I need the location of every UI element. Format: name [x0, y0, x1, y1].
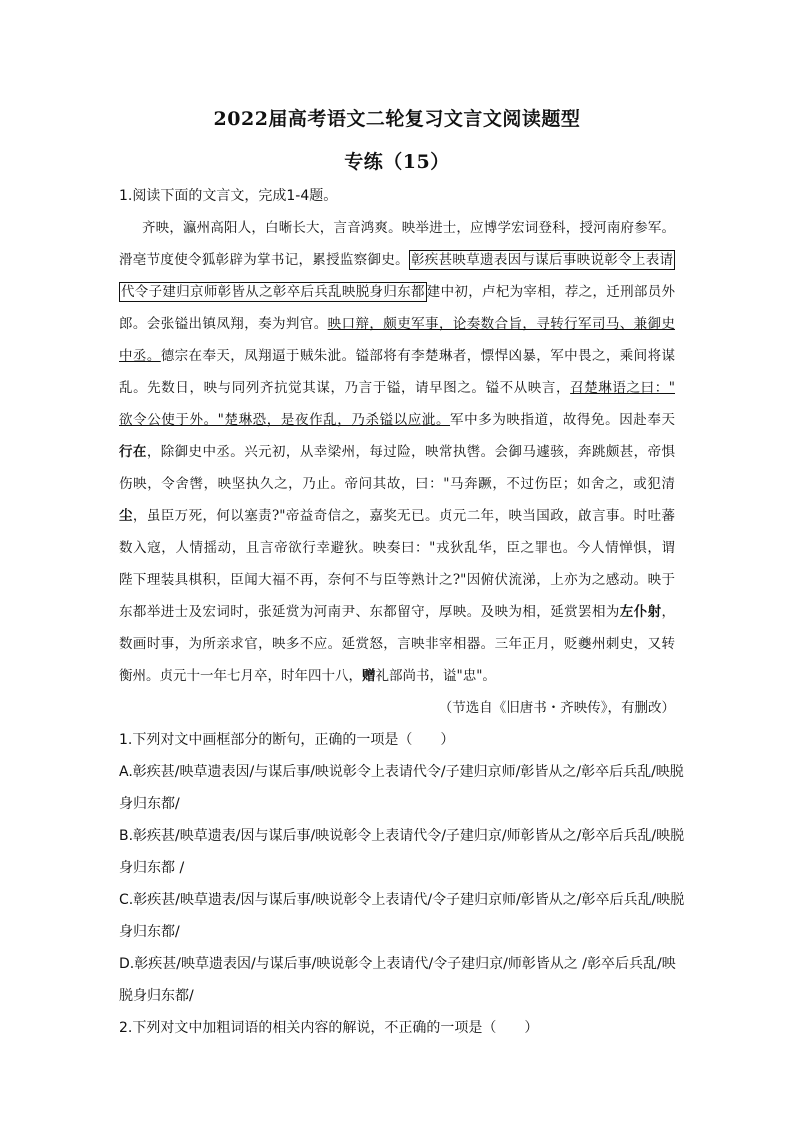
- passage-line: [119, 346, 675, 366]
- passage-text: ，除御史中丞。兴元初，从幸梁州，每过险，映常执辔。会御马遽骇，奔跳颇甚，帝惧: [146, 444, 676, 460]
- option-c: C.彰疾甚/映草遗表/因与谋后事/映说彰令上表请代/令子建归京师/彰皆从之/彰卒后兵乱/映脱: [119, 892, 685, 908]
- passage-text: 军中多为映指道，故得免。因赴奉天: [450, 412, 676, 428]
- passage-line: [119, 282, 675, 302]
- passage-text: 滑亳节度使令狐彰辟为掌书记，累授监察御史。: [119, 252, 409, 268]
- boxed-text: 代令子建归京师彰皆从之彰卒后兵乱映脱身归东都: [121, 284, 425, 300]
- passage-line: [119, 314, 675, 334]
- passage-line: [119, 506, 675, 526]
- passage-text: 礼部尚书，谥"忠"。: [375, 668, 496, 684]
- passage-text: 德宗在奉天，凤翔逼于贼朱泚。镒部将有李楚琳者，慓悍凶暴，军中畏之，乘间将谋: [160, 348, 676, 364]
- option-d-cont: 脱身归东都/: [119, 988, 194, 1004]
- passage-line: [119, 410, 675, 430]
- instruction: 1.阅读下面的文言文，完成1-4题。: [119, 188, 338, 204]
- bold-term: 赠: [362, 668, 376, 684]
- passage-line: [119, 602, 675, 622]
- underlined-text: 欲令公使于外。"楚琳恐，是夜作乱，乃杀镒以应泚。: [119, 412, 451, 428]
- underlined-text: 中丞。: [119, 348, 161, 364]
- passage-text: 郎。会张镒出镇凤翔，奏为判官。: [119, 316, 328, 332]
- boxed-text: 彰疾甚映草遗表因与谋后事映说彰令上表请: [410, 252, 674, 268]
- passage-line: [119, 442, 675, 462]
- option-c-cont: 身归东都/: [119, 924, 180, 940]
- passage-text: 衡州。贞元十一年七月卒，时年四十八，: [119, 668, 362, 684]
- passage-line: 齐映，瀛州高阳人，白晰长大，言音鸿爽。映举进士，应博学宏词登科，授河南府参军。: [142, 220, 675, 236]
- option-a: A.彰疾甚/映草遗表因/与谋后事/映说彰令上表请代令/子建归京师/彰皆从之/彰卒后兵乱/映脱: [119, 764, 684, 780]
- passage-line: 伤映，令舍辔，映坚执久之，乃止。帝问其故，曰："马奔蹶，不过伤臣；如舍之，或犯清: [119, 476, 675, 492]
- passage-line: 数画时事，为所亲求官，映多不应。延赏怒，言映非宰相器。三年正月，贬夔州刺史，又转: [119, 636, 675, 652]
- passage-text: 建中初，卢杞为宰相，荐之，迁刑部员外: [426, 284, 676, 300]
- document-subtitle: 专练（15）: [344, 151, 450, 173]
- document-title: 2022届高考语文二轮复习文言文阅读题型: [213, 108, 581, 130]
- passage-source: （节选自《旧唐书・齐映传》，有删改）: [438, 700, 675, 716]
- passage-text: 东都举进士及宏词时，张延赏为河南尹、东都留守，厚映。及映为相，延赏罢相为: [119, 604, 620, 620]
- passage-line: [119, 250, 675, 270]
- question-stem: 2.下列对文中加粗词语的相关内容的解说，不正确的一项是（ ）: [119, 1020, 539, 1036]
- option-d: D.彰疾甚/映草遗表因/与谋后事/映说彰令上表请代/令子建归京/师彰皆从之 /彰卒后兵乱/映: [119, 956, 676, 972]
- passage-line: [119, 666, 675, 686]
- passage-text: 乱。先数日，映与同列齐抗觉其谋，乃言于镒，请早图之。镒不从映言，: [119, 380, 571, 396]
- underlined-text: 映口辩，颇吏军事，论奏数合旨，寻转行军司马、兼御史: [327, 316, 676, 332]
- bold-term: 左仆射: [619, 604, 662, 620]
- question-stem: 1.下列对文中画框部分的断句，正确的一项是（ ）: [119, 732, 455, 748]
- passage-text: ，: [661, 604, 676, 620]
- passage-line: 数入寇，人情摇动，且言帝欲行幸避狄。映奏曰："戎狄乱华，臣之罪也。今人情惮惧，谓: [119, 540, 675, 556]
- option-a-cont: 身归东都/: [119, 796, 180, 812]
- bold-term: 行在: [119, 444, 147, 460]
- bold-term: 尘: [119, 508, 133, 524]
- passage-text: ，虽臣万死，何以塞责?"帝益奇信之，嘉奖无已。贞元二年，映当国政，啟言事。时吐蕃: [132, 508, 676, 524]
- underlined-text: 召楚琳语之曰：": [570, 380, 675, 396]
- option-b: B.彰疾甚/映草遗表/因与谋后事/映说彰令上表请代令/子建归京/师彰皆从之/彰卒后兵乱/映脱: [119, 828, 685, 844]
- option-b-cont: 身归东都 /: [119, 860, 185, 876]
- passage-line: 陛下理装具棋积，臣闻大福不再，奈何不与臣等熟计之?"因俯伏流涕，上亦为之感动。映于: [119, 572, 675, 588]
- passage-line: [119, 378, 675, 398]
